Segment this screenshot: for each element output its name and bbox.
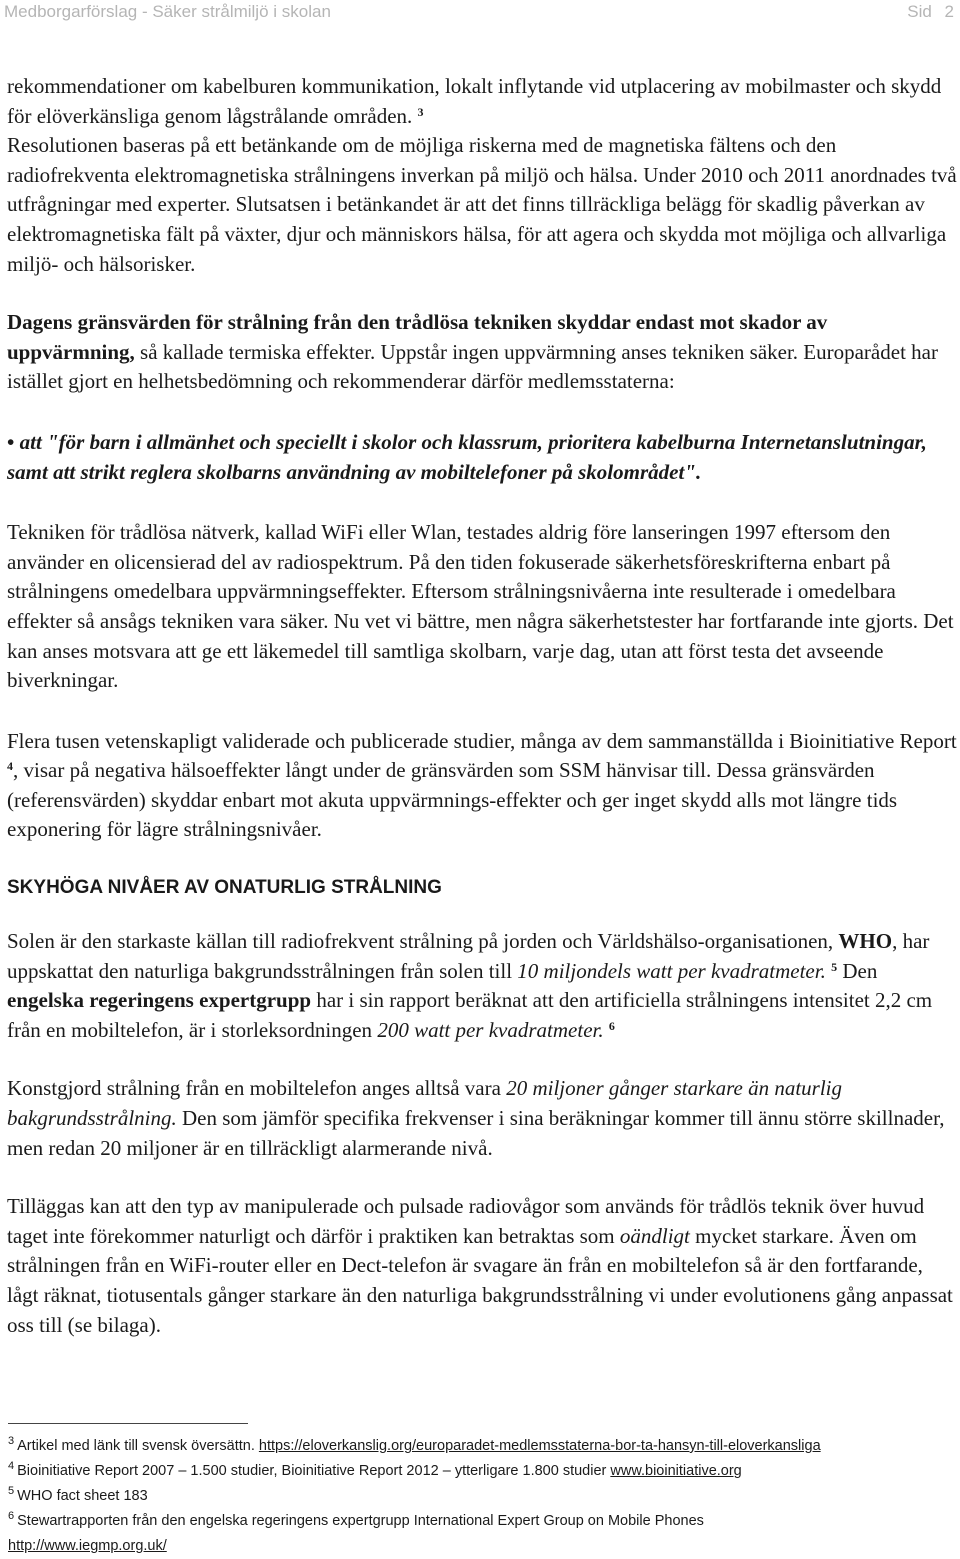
- page-number: Sid 2: [907, 2, 954, 21]
- footnote-divider: [8, 1423, 248, 1424]
- paragraph: Konstgjord strålning från en mobiltelefon anges alltså vara 20 miljoner gånger starkare än naturlig bakgrundsstrålning. Den som jämför specifika frekvenser i sina beräkningar kommer till ännu större skillnader, men redan 20 miljoner är en tillräckligt alarmerande nivå.: [7, 1076, 945, 1160]
- footnote-ref[interactable]: 3: [417, 104, 424, 119]
- footnote: $^3$ Artikel med länk till svensk översättn. https://eloverkanslig.org/europaradet-medlemsstaterna-bor-ta-hansyn-till-eloverkansliga: [8, 1435, 821, 1454]
- paragraph: Solen är den starkaste källan till radiofrekvent strålning på jorden och Världshälso-organisationen, WHO, har uppskattat den naturliga bakgrundsstrålningen från solen till 10 miljondels watt per kvadratmeter. $^5$ Den engelska regeringens expertgrupp har i sin rapport beräknat att den artificiella strålningens intensitet 2,2 cm från en mobiltelefon, är i storleksordningen 200 watt per kvadratmeter. $^6$: [7, 929, 933, 1042]
- document-body: [7, 72, 957, 1340]
- footnote: $^6$ Stewartrapporten från den engelska regeringens expertgrupp International Expert Group on Mobile Phones: [8, 1510, 704, 1529]
- paragraph: Tekniken för trådlösa nätverk, kallad WiFi eller Wlan, testades aldrig före lanseringen 1997 eftersom den använder en olicensierad del av radiospektrum. På den tiden fokuserade säkerhetsföreskrifterna enbart på strålningens omedelbara uppvärmningseffekter. Eftersom strålningsnivåerna inte resulterade i omedelbara effekter så ansågs tekniken vara säker. Nu vet vi bättre, men några säkerhetstester har fortfarande inte gjorts. Det kan anses motsvara att ge ett läkemedel till samtliga skolbarn, varje dag, utan att först testa det avseende biverkningar.: [7, 520, 954, 693]
- footnote: $^4$ Bioinitiative Report 2007 – 1.500 studier, Bioinitiative Report 2012 – ytterligare 1.800 studier www.bioinitiative.org: [8, 1460, 742, 1479]
- footnote-link[interactable]: https://eloverkanslig.org/europaradet-medlemsstaterna-bor-ta-hansyn-till-eloverkansliga: [258, 1438, 821, 1454]
- footnotes: [8, 1434, 958, 1559]
- footnote-ref[interactable]: 5: [831, 959, 838, 974]
- paragraph: Dagens gränsvärden för strålning från den trådlösa tekniken skyddar endast mot skador av uppvärmning, så kallade termiska effekter. Uppstår ingen uppvärmning anses tekniken säker. Europarådet har istället gjort en helhetsbedömning och rekommenderar därför medlemsstaterna:: [7, 310, 938, 394]
- paragraph: Flera tusen vetenskapligt validerade och publicerade studier, många av dem sammanställda i Bioinitiative Report $^4$, visar på negativa hälsoeffekter långt under de gränsvärden som SSM hänvisar till. Dessa gränsvärden (referensvärden) skyddar enbart mot akuta uppvärmnings-effekter och ger inget skydd alls mot längre tids exponering för lägre strålningsnivåer.: [7, 728, 957, 842]
- document-title: Medborgarförslag - Säker strålmiljö i skolan: [4, 2, 331, 21]
- footnote-link[interactable]: http://www.iegmp.org.uk/: [8, 1538, 167, 1554]
- quote-bullet: • att "för barn i allmänhet och speciellt i skolor och klassrum, prioritera kabelburna Internetanslutningar, samt att strikt reglera skolbarns användning av mobiltelefoner på skolområdet".: [7, 429, 927, 484]
- footnote: $^5$ WHO fact sheet 183: [8, 1485, 148, 1504]
- paragraph: Tilläggas kan att den typ av manipulerade och pulsade radiovågor som används för trådlös teknik över huvud taget inte förekommer naturligt och därför i praktiken kan betraktas som oändligt mycket starkare. Även om strålningen från en WiFi-router eller en Dect-telefon är svagare än från en mobiltelefon så är den fortfarande, lågt räknat, tiotusentals gånger starkare än den naturliga bakgrundsstrålning vi under evolutionens gång anpassat oss till (se bilaga).: [7, 1194, 953, 1337]
- bold-statement: Dagens gränsvärden för strålning från den trådlösa tekniken skyddar endast mot skador av uppvärmning,: [7, 310, 828, 364]
- page-header: [0, 0, 960, 30]
- footnote-link[interactable]: www.bioinitiative.org: [610, 1463, 742, 1479]
- footnote-ref[interactable]: 6: [608, 1018, 615, 1033]
- bullet: •: [7, 429, 15, 454]
- footnote: [8, 1534, 958, 1559]
- section-heading: SKYHÖGA NIVÅER AV ONATURLIG STRÅLNING: [7, 877, 442, 899]
- paragraph: rekommendationer om kabelburen kommunikation, lokalt inflytande vid utplacering av mobilmaster och skydd för elöverkänsliga genom lågstrålande områden. $^3$ Resolutionen baseras på ett betänkande om de möjliga riskerna med de magnetiska fältens och den radiofrekventa elektromagnetiska strålningens inverkan på miljö och hälsa. Under 2010 och 2011 anordnades två utfrågningar med experter. Slutsatsen i betänkandet är att det finns tillräckliga belägg för skadlig påverkan av elektromagnetiska fält på växter, djur och människors hälsa, för att agera och skydda mot möjliga och allvarliga miljö- och hälsorisker.: [7, 74, 957, 276]
- footnote-ref[interactable]: 4: [7, 759, 13, 774]
